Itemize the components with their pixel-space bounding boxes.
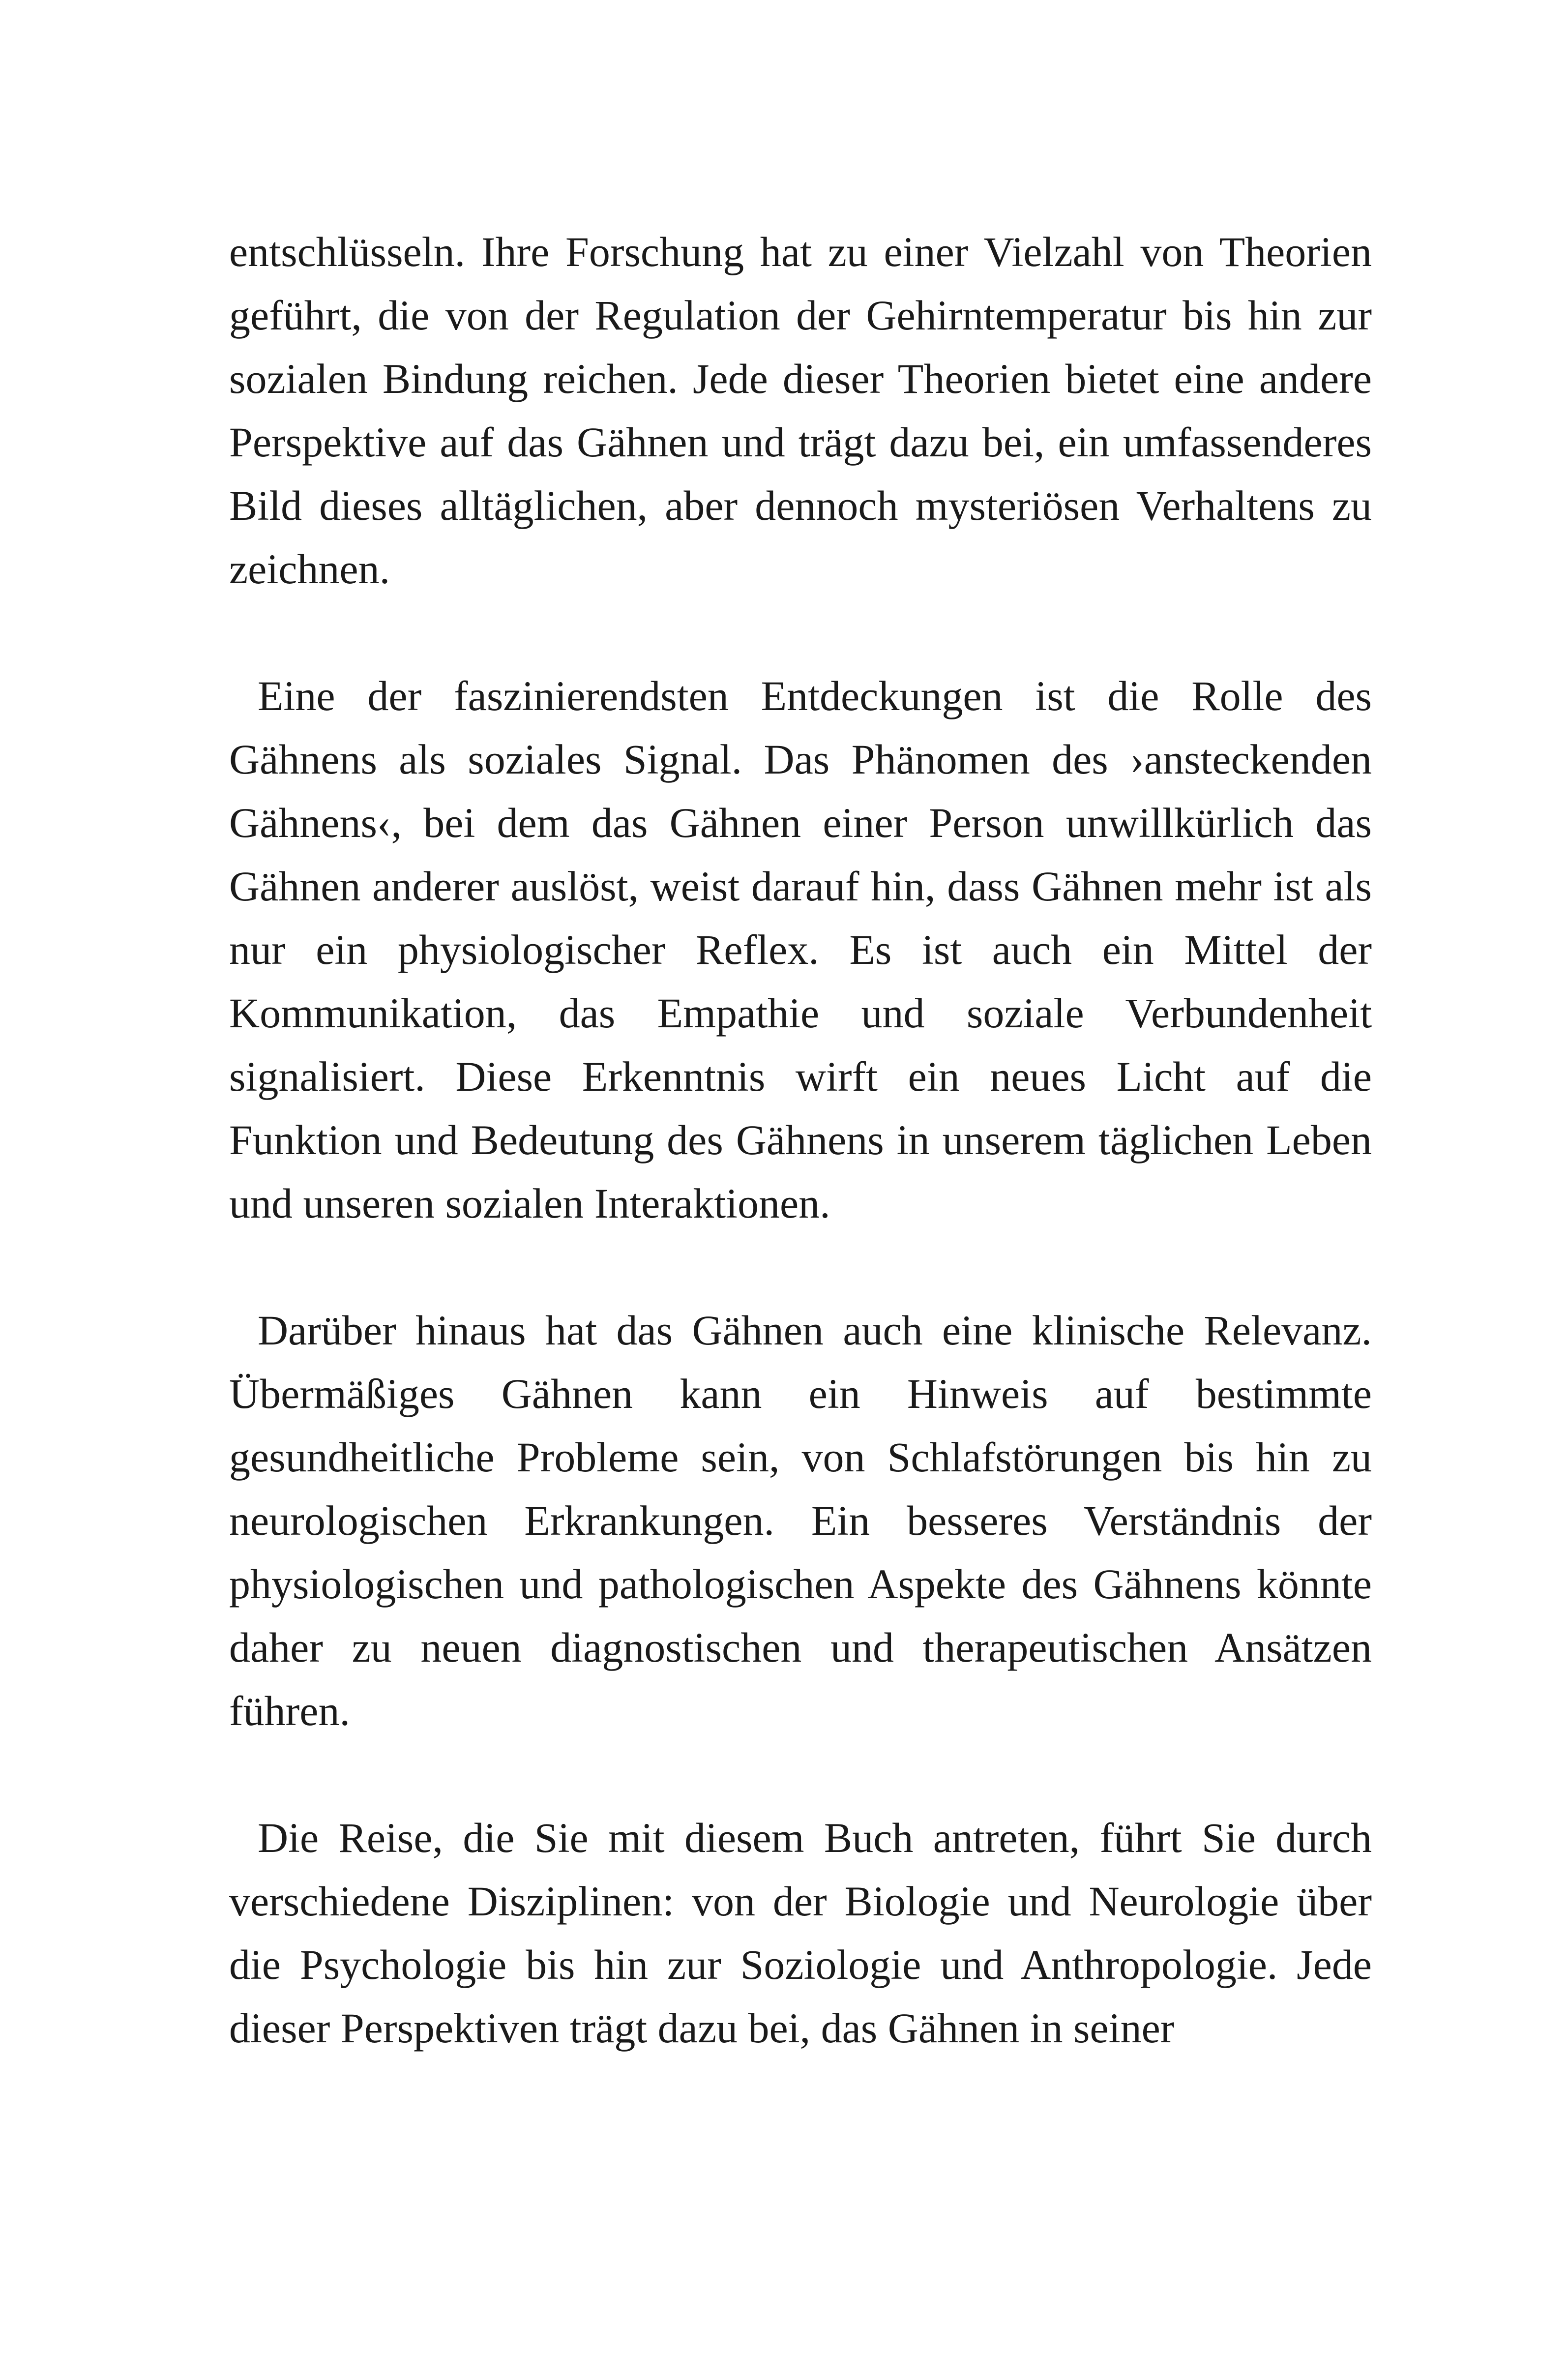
paragraph-clinical-relevance: Darüber hinaus hat das Gähnen auch eine klinische Relevanz. Übermäßiges Gähnen kann ein Hinweis auf bestimmte gesundheitliche Probleme sein, von Schlafstörungen bis hin zu neurologischen Erkrankungen. Ein besseres Verständnis der physiologischen und pathologischen Aspekte des Gähnens könnte daher zu neuen diagnostischen und therapeutischen Ansätzen führen. xyxy=(229,1307,1372,1734)
body-text xyxy=(229,220,1372,2060)
paragraph-continuation: entschlüsseln. Ihre Forschung hat zu einer Vielzahl von Theorien geführt, die von der Regulation der Gehirntemperatur bis hin zur sozialen Bindung reichen. Jede dieser Theorien bietet eine andere Perspektive auf das Gähnen und trägt dazu bei, ein umfassenderes Bild dieses alltäglichen, aber dennoch mysteriösen Verhaltens zu zeichnen. xyxy=(229,228,1372,593)
paragraph-journey: Die Reise, die Sie mit diesem Buch antreten, führt Sie durch verschiedene Disziplinen: von der Biologie und Neurologie über die Psychologie bis hin zur Soziologie und Anthropologie. Jede dieser Perspektiven trägt dazu bei, das Gähnen in seiner xyxy=(229,1814,1372,2052)
paragraph-social-signal: Eine der faszinierendsten Entdeckungen ist die Rolle des Gähnens als soziales Signal. Das Phänomen des ›ansteckenden Gähnens‹, bei dem das Gähnen einer Person unwillkürlich das Gähnen anderer auslöst, weist darauf hin, dass Gähnen mehr ist als nur ein physiologischer Reflex. Es ist auch ein Mittel der Kommunikation, das Empathie und soziale Verbundenheit signalisiert. Diese Erkenntnis wirft ein neues Licht auf die Funktion und Bedeutung des Gähnens in unserem täglichen Leben und unseren sozialen Interaktionen. xyxy=(229,672,1372,1227)
